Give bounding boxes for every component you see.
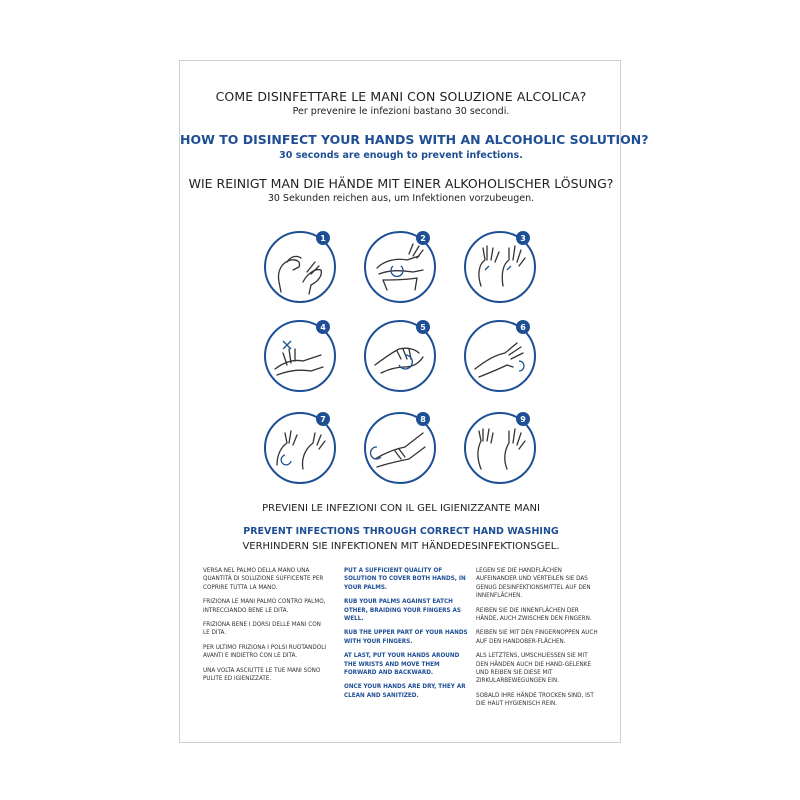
step-8: [363, 411, 437, 485]
subtitle-english: 30 seconds are enough to prevent infections.: [279, 150, 523, 161]
instruction-item: SOBALD IHRE HÄNDE TROCKEN SIND, IST DIE HAUT HYGIENISCH REIN.: [476, 691, 594, 708]
fingers-interlaced-icon: [463, 230, 537, 304]
step-number: 6: [520, 323, 526, 332]
clean-hands-icon: [463, 411, 537, 485]
step-number: 3: [520, 234, 526, 243]
subtitle-italian: Per prevenire le infezioni bastano 30 secondi.: [292, 106, 510, 117]
instruction-item: REIBEN SIE DIE INNENFLÄCHEN DER HÄNDE, AUCH ZWISCHEN DEN FINGERN.: [476, 606, 592, 623]
instruction-item: ONCE YOUR HANDS ARE DRY, THEY AR CLEAN AND SANITIZED.: [344, 683, 466, 699]
step-number: 1: [320, 234, 326, 243]
instruction-item: REIBEN SIE MIT DEN FINGERNOPPEN AUCH AUF DEN HANDOBER-FLÄCHEN.: [476, 629, 598, 645]
step-number: 8: [420, 415, 426, 424]
footer-title-italian: PREVIENI LE INFEZIONI CON IL GEL IGIENIZZANTE MANI: [262, 503, 540, 514]
step-5: [363, 319, 437, 393]
instruction-item: UNA VOLTA ASCIUTTE LE TUE MANI SONO PULITE ED IGIENIZZATE.: [203, 666, 321, 683]
step-3: [463, 230, 537, 304]
fingertips-palm-icon: [263, 411, 337, 485]
step-6: [463, 319, 537, 393]
hand-hygiene-poster: [179, 60, 649, 743]
hand-pouring-gel-icon: [263, 230, 337, 304]
title-german: WIE REINIGT MAN DIE HÄNDE MIT EINER ALKOHOLISCHER LÖSUNG?: [188, 176, 614, 191]
title-italian: COME DISINFETTARE LE MANI CON SOLUZIONE ALCOLICA?: [215, 89, 587, 104]
instruction-item: PUT A SUFFICIENT QUALITY OF SOLUTION TO COVER BOTH HANDS, IN YOUR PALMS.: [344, 567, 466, 591]
step-number: 7: [320, 415, 326, 424]
instruction-item: FRIZIONA BENE I DORSI DELLE MANI CON LE DITA.: [203, 621, 321, 637]
instruction-item: AT LAST, PUT YOUR HANDS AROUND THE WRISTS AND MOVE THEM FORWARD AND BACKWARD.: [344, 652, 460, 677]
instruction-item: FRIZIONA LE MANI PALMO CONTRO PALMO, INTRECCIANDO BENE LE DITA.: [203, 598, 326, 614]
footer-title-german: VERHINDERN SIE INFEKTIONEN MIT HÄNDEDESINFEKTIONSGEL.: [242, 541, 560, 552]
instructions-italian: [203, 567, 327, 689]
instruction-item: RUB THE UPPER PART OF YOUR HANDS WITH YOUR FINGERS.: [344, 629, 468, 645]
palms-rubbing-icon: [363, 230, 437, 304]
interlocked-fingers-icon: [363, 319, 437, 393]
step-number: 5: [420, 323, 426, 332]
step-number: 2: [420, 234, 426, 243]
step-1: [263, 230, 337, 304]
title-english: HOW TO DISINFECT YOUR HANDS WITH AN ALCOHOLIC SOLUTION?: [180, 132, 649, 147]
step-number: 9: [520, 415, 526, 424]
thumb-rotation-icon: [463, 319, 537, 393]
instruction-item: PER ULTIMO FRIZIONA I POLSI RUOTANDOLI AVANTI E INDIETRO CON LE DITA.: [203, 643, 327, 660]
instruction-item: LEGEN SIE DIE HANDFLÄCHEN AUFEINANDER UND VERTEILEN SIE DAS GENUG DESINFEKTIONSMITTEL AUF DEN INNENFLÄCHEN.: [476, 567, 591, 600]
back-of-hands-icon: [263, 319, 337, 393]
subtitle-german: 30 Sekunden reichen aus, um Infektionen vorzubeugen.: [267, 193, 535, 204]
step-4: [263, 319, 337, 393]
step-2: [363, 230, 437, 304]
instruction-item: ALS LETZTENS, UMSCHLIESSEN SIE MIT DEN HÄNDEN AUCH DIE HAND-GELENKE UND REIBEN SIE DIESE MIT ZIRKULARBEWEGUNGEN EIN.: [476, 652, 592, 685]
instruction-item: VERSA NEL PALMO DELLA MANO UNA QUANTITÀ DI SOLUZIONE SUFFICENTE PER COPRIRE TUTTA LA MANO.: [203, 567, 324, 591]
step-number: 4: [320, 323, 326, 332]
wrist-rub-icon: [363, 411, 437, 485]
step-9: [463, 411, 537, 485]
instructions-german: [476, 567, 600, 715]
footer-title-english: PREVENT INFECTIONS THROUGH CORRECT HAND WASHING: [243, 526, 559, 537]
instructions-english: [344, 567, 468, 706]
step-7: [263, 411, 337, 485]
instruction-item: RUB YOUR PALMS AGAINST EATCH OTHER, BRAIDING YOUR FINGERS AS WELL.: [344, 598, 461, 623]
